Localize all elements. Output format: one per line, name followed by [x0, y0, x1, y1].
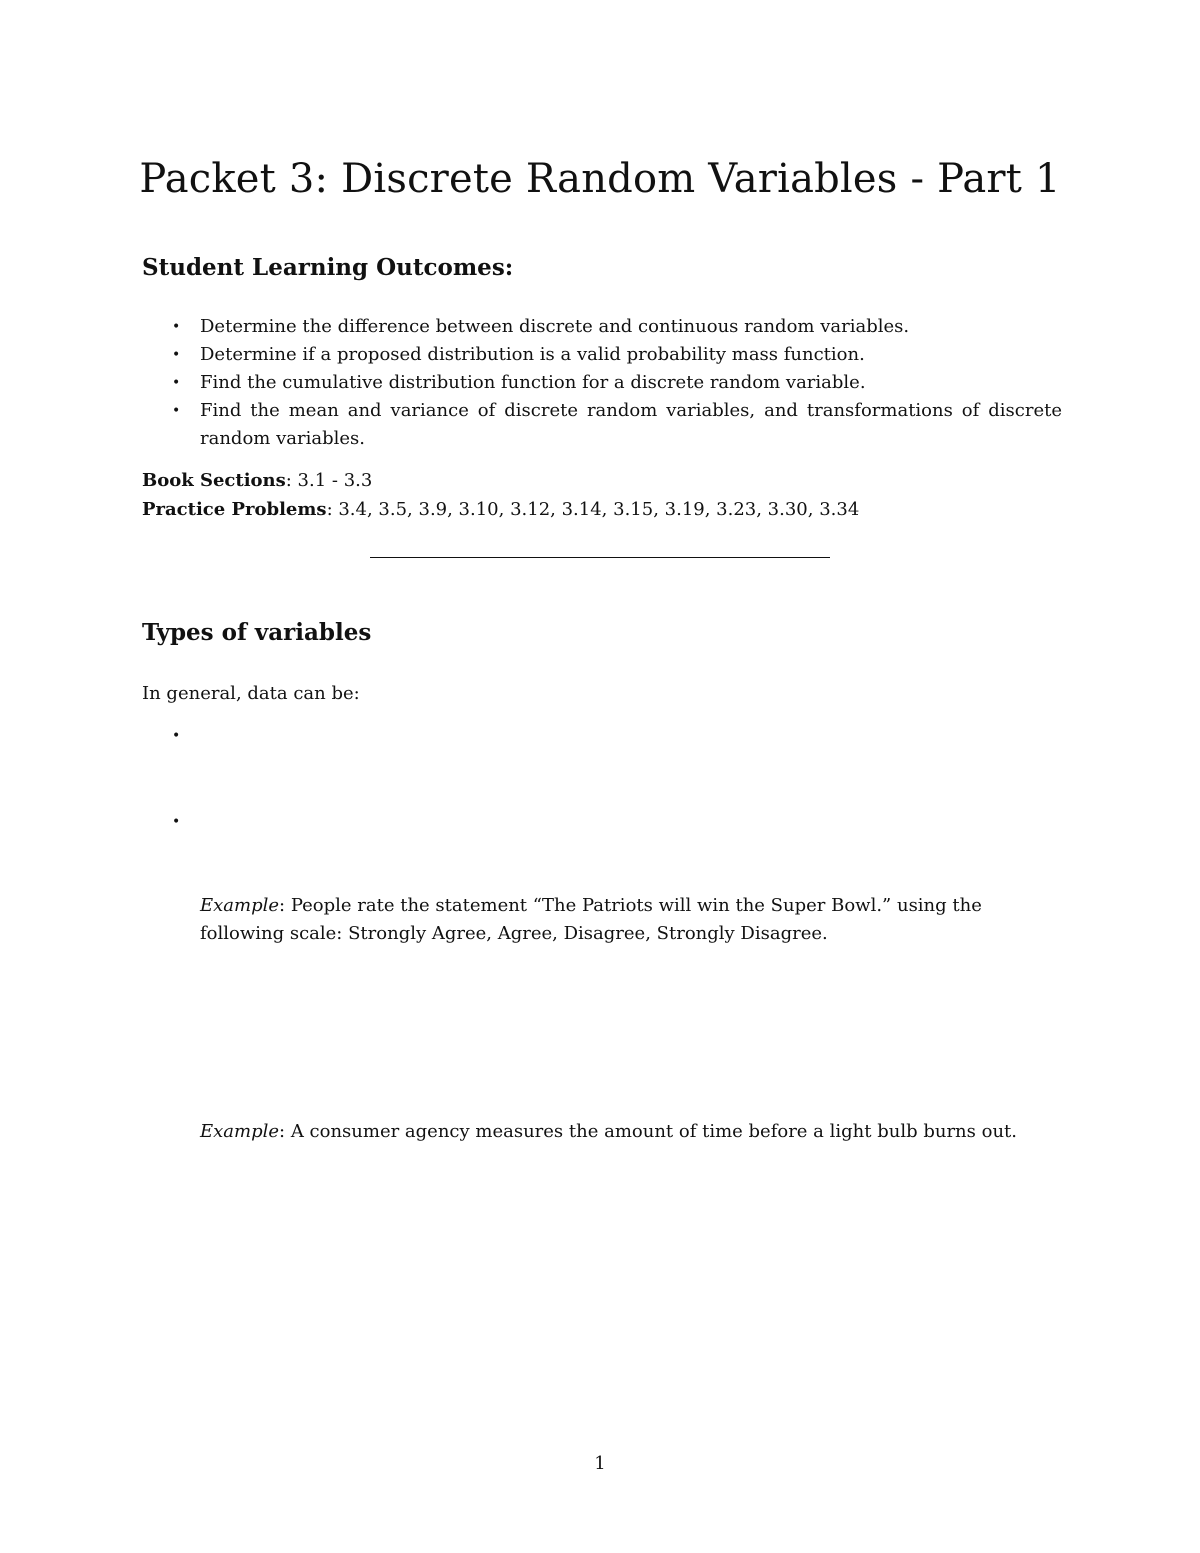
types-heading: Types of variables: [142, 619, 372, 646]
book-sections-value: : 3.1 - 3.3: [285, 470, 373, 491]
outcomes-list: [142, 313, 1062, 453]
book-sections-line: [142, 467, 372, 495]
page-number: 1: [594, 1453, 606, 1474]
section-divider: [370, 557, 830, 558]
outcome-item: • Determine if a proposed distribution is a valid probability mass function.: [142, 341, 1062, 369]
example-light-bulb: [200, 1118, 1030, 1146]
practice-problems-value: : 3.4, 3.5, 3.9, 3.10, 3.12, 3.14, 3.15, 3.19, 3.23, 3.30, 3.34: [326, 499, 860, 520]
outcome-item: • Determine the difference between discrete and continuous random variables.: [142, 313, 1062, 341]
practice-problems-label: Practice Problems: [142, 499, 327, 520]
example-survey: [200, 892, 1030, 948]
outcomes-heading: Student Learning Outcomes:: [142, 254, 514, 281]
example-text: : People rate the statement “The Patriots will win the Super Bowl.” using the following scale: Strongly Agree, Agree, Disagree, Strongly Disagree.: [200, 895, 982, 944]
types-intro: In general, data can be:: [142, 683, 360, 704]
book-sections-label: Book Sections: [142, 470, 286, 491]
example-label: Example: [200, 1121, 280, 1142]
example-text: : A consumer agency measures the amount of time before a light bulb burns out.: [279, 1121, 1017, 1142]
page-title: Packet 3: Discrete Random Variables - Part 1: [139, 156, 1061, 202]
outcome-item: • Find the mean and variance of discrete random variables, and transformations of discrete random variables.: [142, 397, 1062, 453]
blank-bullet: •: [172, 728, 181, 744]
example-label: Example: [200, 895, 280, 916]
outcome-item: • Find the cumulative distribution function for a discrete random variable.: [142, 369, 1062, 397]
blank-bullet: •: [172, 814, 181, 830]
practice-problems-line: [142, 496, 859, 524]
